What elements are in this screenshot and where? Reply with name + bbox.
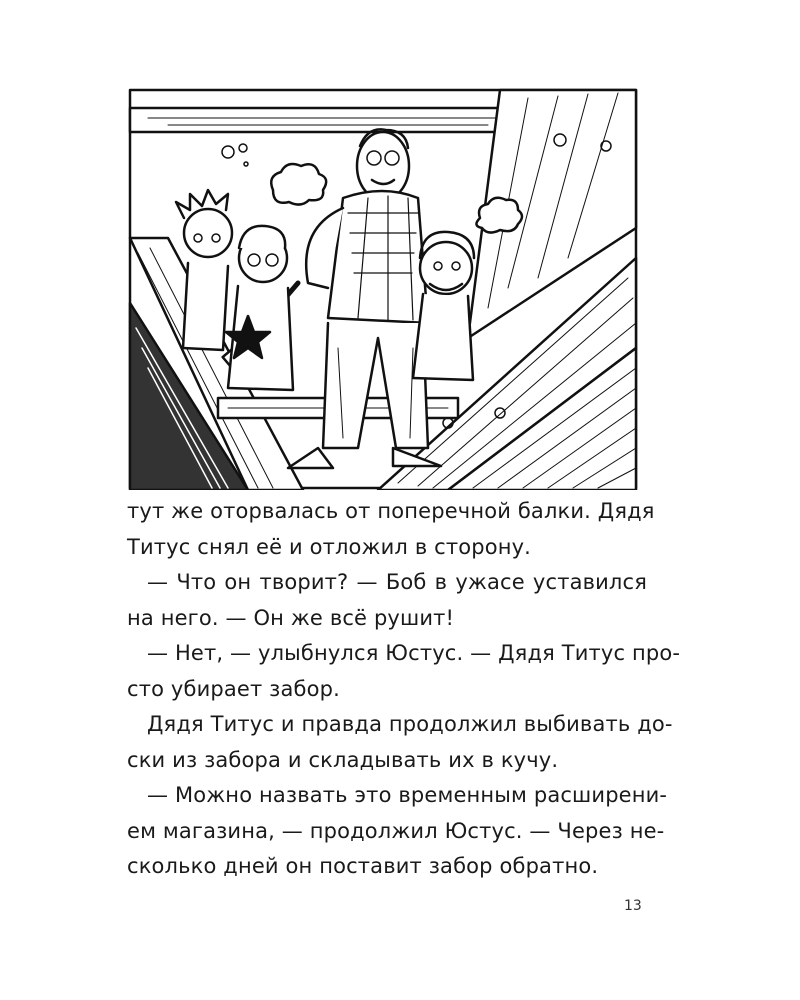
fence-scene-drawing bbox=[128, 88, 638, 490]
body-text bbox=[127, 494, 681, 885]
text-line: сколько дней он поставит забор обратно. bbox=[127, 854, 599, 878]
text-line: сто убирает забор. bbox=[127, 676, 340, 701]
page-number: 13 bbox=[624, 898, 642, 914]
text-line: — Можно назвать это временным расширени- bbox=[147, 783, 668, 807]
text-line: ем магазина, — продолжил Юстус. — Через не- bbox=[127, 818, 665, 843]
text-line: на него. — Он же всё рушит! bbox=[127, 605, 455, 630]
illustration-uncle-and-boys-at-fence bbox=[128, 88, 638, 490]
text-line: — Что он творит? — Боб в ужасе уставился bbox=[147, 570, 647, 594]
text-line: тут же оторвалась от поперечной балки. Дядя bbox=[127, 499, 655, 523]
text-line: Дядя Титус и правда продолжил выбивать до- bbox=[147, 712, 673, 736]
text-line: ски из забора и складывать их в кучу. bbox=[127, 747, 559, 772]
text-line: — Нет, — улыбнулся Юстус. — Дядя Титус про- bbox=[147, 641, 681, 665]
text-line: Титус снял её и отложил в сторону. bbox=[127, 534, 532, 559]
